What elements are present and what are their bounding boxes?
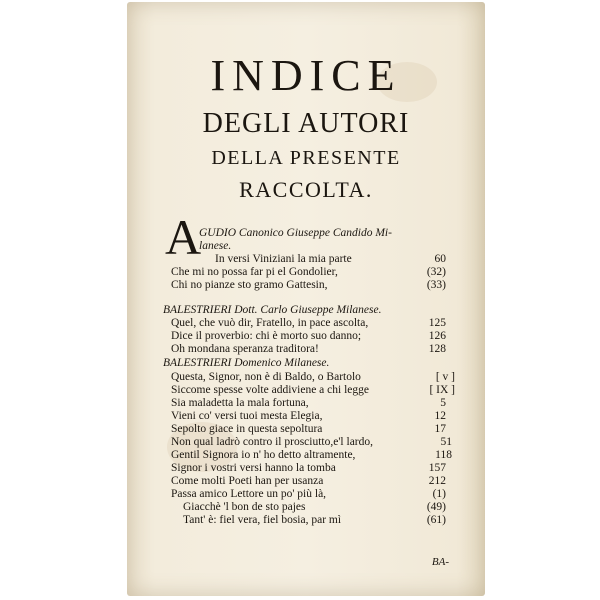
author-heading-continued: lanese. xyxy=(199,240,232,252)
entry-text: Signor i vostri versi hanno la tomba xyxy=(171,462,336,474)
entry-text: Gentil Signora io n' ho detto altramente, xyxy=(171,449,356,461)
entry-text: Vieni co' versi tuoi mesta Elegia, xyxy=(171,410,323,422)
entry-text: Chi no pianze sto gramo Gattesin, xyxy=(171,279,328,291)
author-heading: GUDIO Canonico Giuseppe Candido Mi- xyxy=(199,227,392,239)
title-della-presente: DELLA PRESENTE xyxy=(211,147,401,169)
entry-text: Dice il proverbio: chi è morto suo danno; xyxy=(171,330,362,342)
entry-page: [ IX ] xyxy=(429,384,455,396)
entry-text: Sepolto giace in questa sepoltura xyxy=(171,423,323,435)
author-heading: BALESTRIERI Dott. Carlo Giuseppe Milanese. xyxy=(163,304,382,316)
title-degli-autori: DEGLI AUTORI xyxy=(202,108,410,139)
entry-page: 212 xyxy=(428,475,446,487)
drop-cap: A xyxy=(165,209,202,265)
entry-page: 12 xyxy=(434,410,446,422)
entry-page: 118 xyxy=(435,449,452,461)
entry-text: Tant' è: fiel vera, fiel bosia, par mì xyxy=(183,514,342,526)
entry-page: 157 xyxy=(428,462,446,474)
entry-page: 60 xyxy=(434,253,446,265)
entry-text: Questa, Signor, non è di Baldo, o Bartolo xyxy=(171,371,361,383)
entry-text: In versi Viniziani la mia parte xyxy=(215,253,352,265)
entry-page: 126 xyxy=(428,330,446,342)
entry-page: (32) xyxy=(426,266,446,278)
title-raccolta: RACCOLTA. xyxy=(239,177,373,202)
entry-page: (1) xyxy=(432,488,446,500)
entry-text: Non qual ladrò contro il prosciutto,e'l lardo, xyxy=(171,436,373,448)
entry-page: 5 xyxy=(440,397,446,409)
entry-page: 128 xyxy=(428,343,446,355)
book-page xyxy=(127,2,485,596)
entry-text: Sia maladetta la mala fortuna, xyxy=(171,397,309,409)
entry-page: [ v ] xyxy=(435,371,455,383)
entry-text: Oh mondana speranza traditora! xyxy=(171,343,319,355)
entry-text: Siccome spesse volte addiviene a chi legge xyxy=(171,384,369,396)
entry-text: Passa amico Lettore un po' più là, xyxy=(171,488,327,500)
title-indice: INDICE xyxy=(210,51,402,100)
entry-text: Che mi no possa far pi el Gondolier, xyxy=(171,266,338,278)
entry-text: Quel, che vuò dir, Fratello, in pace ascolta, xyxy=(171,317,369,329)
entry-page: 51 xyxy=(440,436,452,448)
entry-page: 125 xyxy=(428,317,446,329)
entry-text: Giacchè 'l bon de sto pajes xyxy=(183,501,306,513)
entry-page: (49) xyxy=(426,501,446,513)
entry-page: (61) xyxy=(426,514,446,526)
entry-page: (33) xyxy=(426,279,446,291)
catchword: BA- xyxy=(431,556,449,568)
entry-page: 17 xyxy=(434,423,446,435)
author-heading: BALESTRIERI Domenico Milanese. xyxy=(163,357,330,369)
entry-text: Come molti Poeti han per usanza xyxy=(171,475,324,487)
